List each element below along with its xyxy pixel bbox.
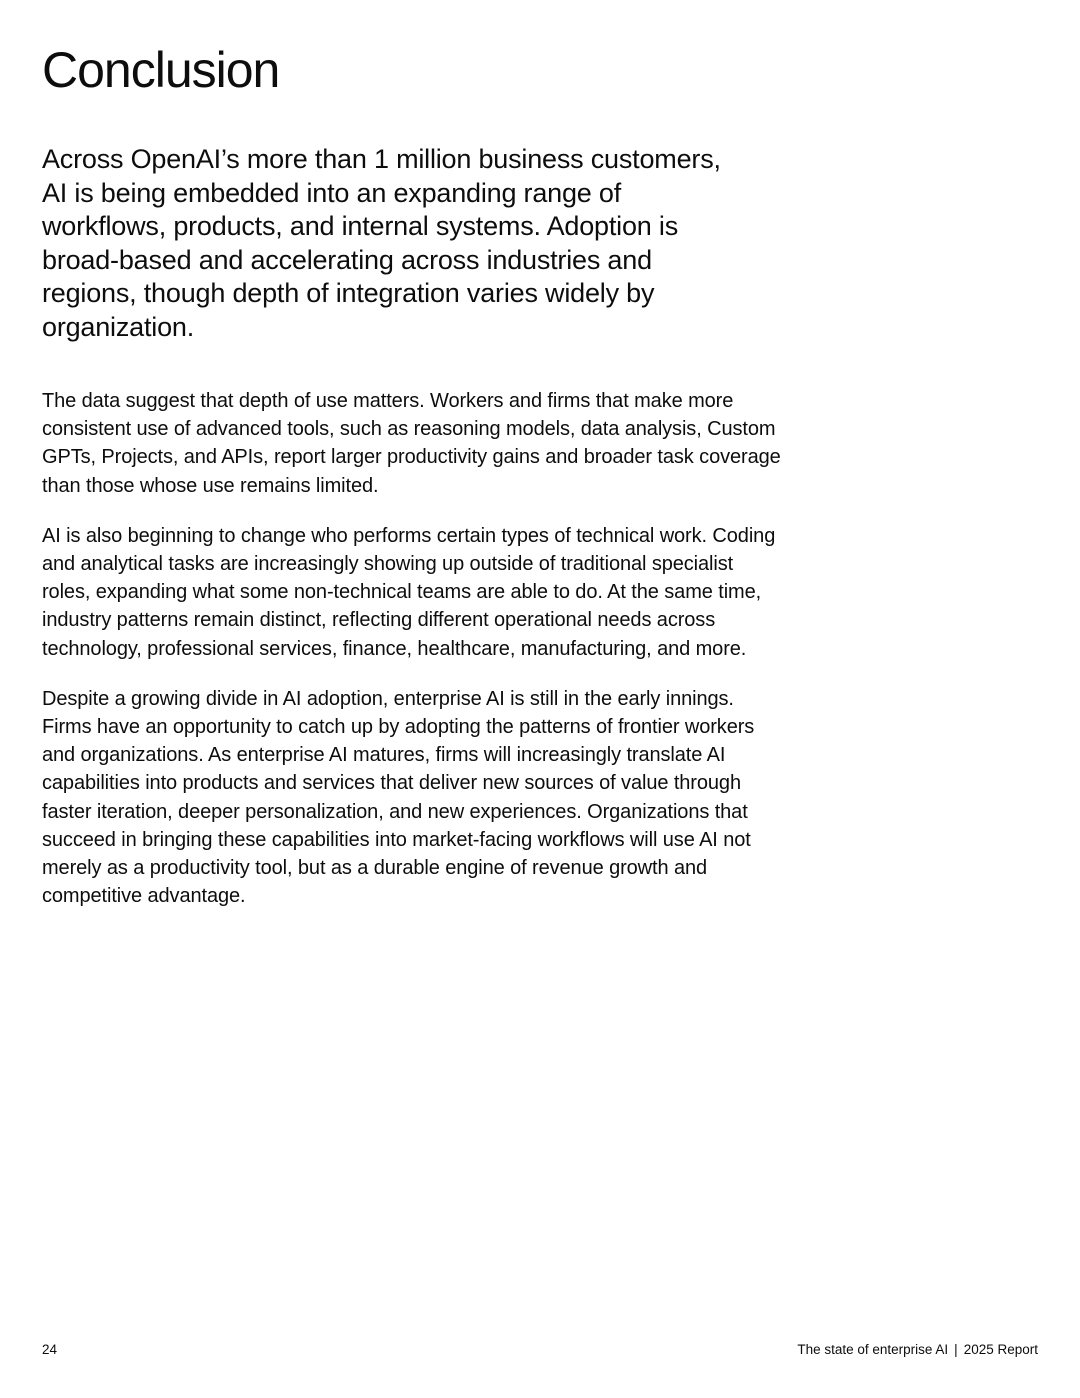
lead-paragraph: Across OpenAI’s more than 1 million business customers, AI is being embedded into an expanding range of workflows, products, and internal systems. Adoption is broad-based and accelerating across industries and regions, though depth of integration varies widely by organization. [42, 144, 721, 342]
body-paragraph-1: The data suggest that depth of use matters. Workers and firms that make more consistent use of advanced tools, such as reasoning models, data analysis, Custom GPTs, Projects, and APIs, report larger productivity gains and broader task coverage than those whose use remains limited. [42, 390, 781, 497]
body-paragraph-3: Despite a growing divide in AI adoption, enterprise AI is still in the early innings. Firms have an opportunity to catch up by adopting the patterns of frontier workers and organizations. As enterprise AI matures, firms will increasingly translate AI capabilities into products and services that deliver new sources of value through faster iteration, deeper personalization, and new experiences. Organizations that succeed in bringing these capabilities into market-facing workflows will use AI not merely as a productivity tool, but as a durable engine of revenue growth and competitive advantage. [42, 687, 755, 908]
report-label [797, 1342, 1038, 1357]
body-text [42, 387, 782, 932]
report-title: The state of enterprise AI [797, 1342, 949, 1357]
report-year: 2025 Report [963, 1342, 1038, 1357]
page-number: 24 [42, 1342, 58, 1357]
body-paragraph-2: AI is also beginning to change who performs certain types of technical work. Coding and analytical tasks are increasingly showing up outside of traditional specialist roles, expanding what some non-technical teams are able to do. At the same time, industry patterns remain distinct, reflecting different operational needs across technology, professional services, finance, healthcare, manufacturing, and more. [42, 524, 776, 660]
page-title: Conclusion [42, 42, 280, 98]
footer-separator: | [954, 1342, 958, 1357]
page-footer [42, 1342, 1038, 1357]
